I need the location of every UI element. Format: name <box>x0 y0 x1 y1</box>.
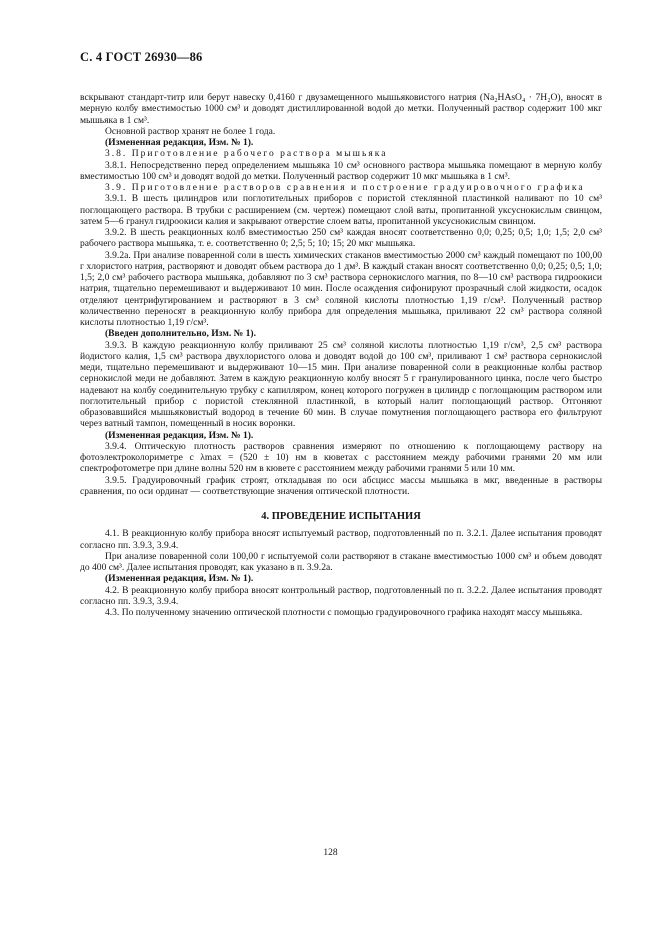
amendment-note: (Измененная редакция, Изм. № 1). <box>105 573 254 585</box>
paragraph: 3.9.3. В каждую реакционную колбу приливают 25 см³ соляной кислоты плотностью 1,19 г/см³, 2,5 см³ раствора йодистого калия, 1,5 см³ раствора двухлористого олова и доводят водой до 100 см³, приливают 1 см³ раствора сернокислой меди, тщательно перемешивают и выдерживают 10—15 мин. При анализе поваренной соли в реакционные колбы раствор сернокислой меди не добавляют. Затем в каждую реакционную колбу вносят 5 г гранулированного цинка, после чего быстро надевают на колбу соединительную трубку с капилляром, конец которого погружен в цилиндр с поглощающим раствором или поглотительный прибор с пористой стеклянной пластинкой, в который налит поглощающий раствор. Отгоняют образовавшийся мышьяковистый водород в течение 60 мин. В случае помутнения поглощающего раствора его фильтруют через ватный тампон, помещенный в носик воронки. <box>80 339 602 430</box>
amendment-note: (Введен дополнительно, Изм. № 1). <box>105 328 256 340</box>
paragraph: 4.1. В реакционную колбу прибора вносят испытуемый раствор, подготовленный по п. 3.2.1. Далее испытания проводят согласно пп. 3.9.3, 3.9.4. <box>80 528 602 551</box>
amendment-note: (Измененная редакция, Изм. № 1). <box>105 137 254 148</box>
paragraph: 4.3. По полученному значению оптической плотности с помощью градуировочного графика находят массу мышьяка. <box>105 607 583 618</box>
paragraph: 4.2. В реакционную колбу прибора вносят контрольный раствор, подготовленный по п. 3.2.2. Далее испытания проводят согласно пп. 3.9.3, 3.9.4. <box>80 584 602 607</box>
paragraph: 3.9.2. В шесть реакционных колб вместимостью 250 см³ каждая вносят соответственно 0,0; 0,25; 0,5; 1,0; 1,5; 2,0 см³ рабочего раствора мышьяка, т. е. соответственно 0; 2,5; 5; 10; 15; 20 мкг мышьяка. <box>80 227 602 250</box>
paragraph: 3.9.4. Оптическую плотность растворов сравнения измеряют по отношению к поглощающему раствору на фотоэлектроколориметре с λmax = (520 ± 10) нм в кюветах с расстоянием между рабочими гранями 20 мм или спектрофотометре при длине волны 520 нм в кювете с расстоянием между рабочими гранями 5 или 10 мм. <box>80 440 602 475</box>
paragraph: 3.9.1. В шесть цилиндров или поглотительных приборов с пористой стеклянной пластинкой наливают по 10 см³ поглощающего раствора. В трубки с расширением (см. чертеж) помещают слой ваты, пропитанной уксуснокислым свинцом, затем 5—6 гранул гидроокиси калия и закрывают отверстие слоем ваты, пропитанной уксуснокислым свинцом. <box>80 193 602 227</box>
paragraph: вскрывают стандарт-титр или берут навеску 0,4160 г двузамещенного мышьяковистого натрия (Na₂HAsO₄ · 7H₂O), вносят в мерную колбу вместимостью 1000 см³ и доводят дистиллированной водой до метки. Полученный раствор содержит 100 мкг мышьяка в 1 см³. <box>80 92 602 126</box>
document-body <box>80 92 602 618</box>
paragraph: При анализе поваренной соли 100,00 г испытуемой соли растворяют в стакане вместимостью 1000 см³ и объем доводят до 400 см³. Далее испытания проводят, как указано в п. 3.9.2а. <box>80 550 602 573</box>
paragraph: 3.8.1. Непосредственно перед определением мышьяка 10 см³ основного раствора мышьяка помещают в мерную колбу вместимостью 100 см³ и доводят водой до метки. Полученный раствор содержит 10 мкг мышьяка в 1 см³. <box>80 159 602 182</box>
section-heading: 4. ПРОВЕДЕНИЕ ИСПЫТАНИЯ <box>261 511 421 522</box>
page-header: С. 4 ГОСТ 26930—86 <box>80 50 203 64</box>
paragraph: Основной раствор хранят не более 1 года. <box>105 125 276 137</box>
page-number: 128 <box>323 848 338 858</box>
paragraph: 3.9.2а. При анализе поваренной соли в шесть химических стаканов вместимостью 2000 см³ каждый помещают по 100,00 г хлористого натрия, растворяют и доводят объем раствора до 1 дм³. В каждый стакан вносят соответственно 0,0; 0,25; 0,5; 1,0; 1,5; 2,0 см³ рабочего раствора мышьяка, добавляют по 3 см³ раствора сернокислого магния, по 8—10 см³ раствора гидроокиси натрия, тщательно перемешивают и выдерживают 10 мин. После осаждения сифонируют прозрачный слой жидкости, осадок отделяют центрифугированием и растворяют в 3 см³ соляной кислоты плотностью 1,19 г/см³. Полученный раствор количественно переносят в реакционную колбу прибора для определения мышьяка, приливают 22 см³ раствора соляной кислоты плотностью 1,19 г/см³. <box>80 249 602 328</box>
amendment-note: (Измененная редакция, Изм. № 1). <box>105 429 254 441</box>
clause-heading: 3.8. Приготовление рабочего раствора мышьяка <box>105 148 388 160</box>
paragraph: 3.9.5. Градуировочный график строят, откладывая по оси абсцисс массы мышьяка в мкг, введенные в растворы сравнения, по оси ординат — соответствующие значения оптической плотности. <box>80 474 602 497</box>
clause-heading: 3.9. Приготовление растворов сравнения и построение градуировочного графика <box>105 182 585 193</box>
